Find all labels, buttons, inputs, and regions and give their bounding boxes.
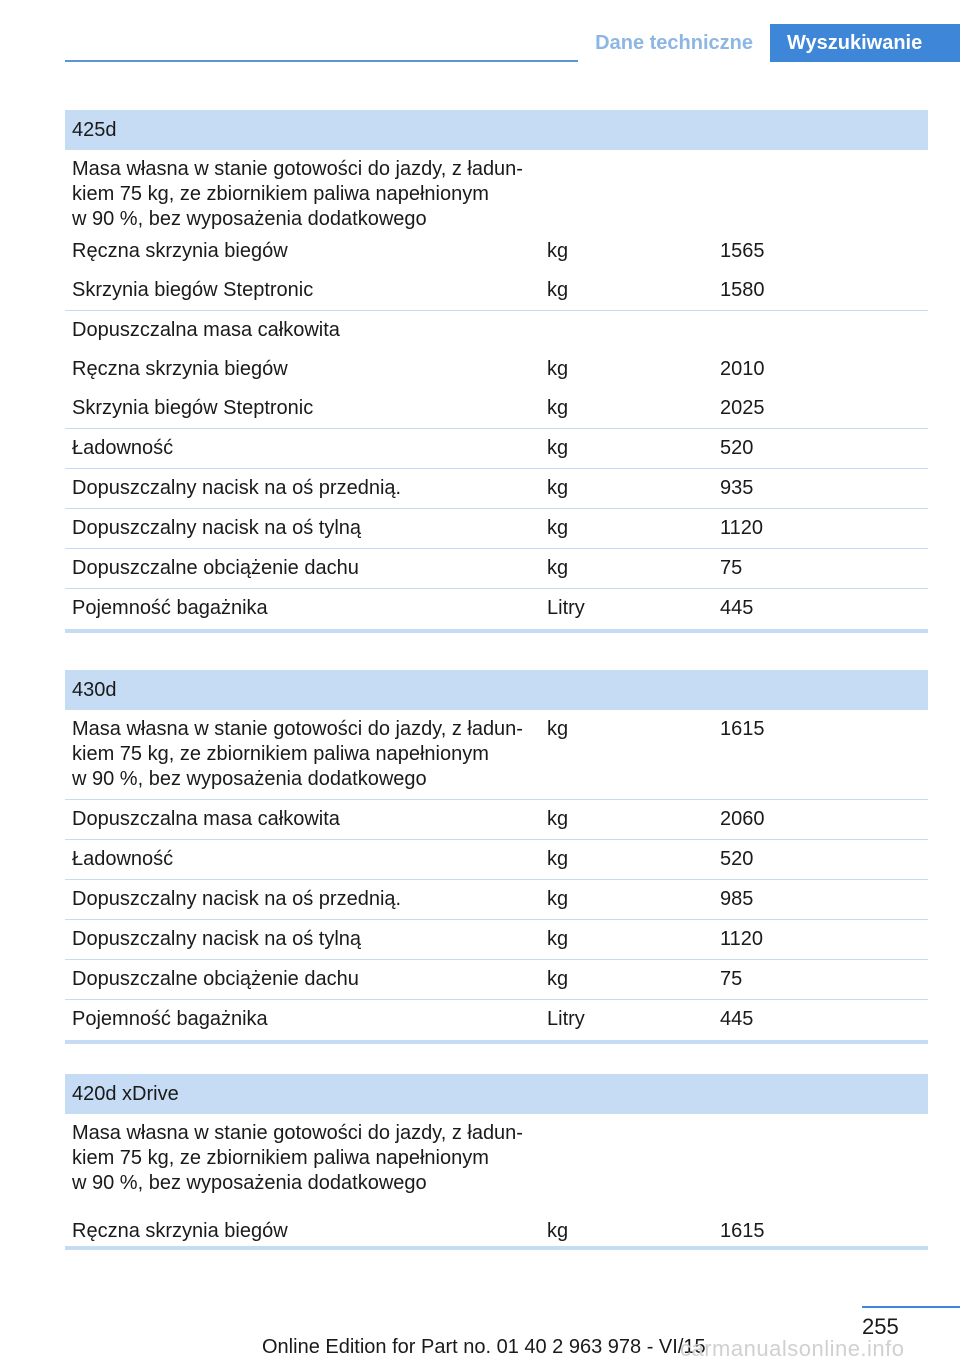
table-row	[65, 429, 928, 469]
row-label: Dopuszczalna masa całkowita	[72, 808, 340, 830]
row-value: 520	[720, 848, 754, 870]
row-value	[713, 157, 928, 232]
table-row	[65, 1114, 928, 1212]
row-value: 2010	[720, 358, 765, 380]
row-label: Ładowność	[72, 848, 174, 870]
table-row	[65, 920, 928, 960]
row-value: 1120	[720, 928, 764, 950]
table-row	[65, 389, 928, 429]
row-unit: kg	[547, 808, 569, 830]
table-row	[65, 311, 928, 350]
table-row	[65, 880, 928, 920]
spec-table-430d	[65, 670, 928, 1044]
row-label: Skrzynia biegów Steptronic	[72, 279, 314, 301]
table-row	[65, 840, 928, 880]
row-label: Masa własna w stanie gotowości do jazdy, z ładun- kiem 75 kg, ze zbiornikiem paliwa napełnionym w 90 %, bez wyposażenia dodatkowego	[72, 1122, 523, 1194]
row-value: 1565	[720, 240, 765, 262]
row-value	[713, 1121, 928, 1212]
row-unit: Litry	[547, 1008, 585, 1030]
table-title: 425d	[65, 110, 928, 150]
row-unit: kg	[547, 888, 569, 910]
row-label: Ładowność	[72, 437, 174, 459]
row-label: Dopuszczalny nacisk na oś tylną	[72, 517, 362, 539]
table-bottom-rule	[65, 1040, 928, 1044]
row-value: 75	[720, 557, 743, 579]
row-value: 1615	[720, 1220, 765, 1242]
row-value: 520	[720, 437, 754, 459]
row-unit: kg	[547, 279, 569, 301]
row-label: Ręczna skrzynia biegów	[72, 240, 288, 262]
row-unit: kg	[547, 968, 569, 990]
row-label: Dopuszczalny nacisk na oś przednią.	[72, 888, 402, 910]
watermark: carmanualsonline.info	[680, 1336, 905, 1361]
row-value: 935	[720, 477, 754, 499]
table-row	[65, 710, 928, 800]
table-bottom-rule	[65, 1246, 928, 1250]
row-label: Dopuszczalna masa całkowita	[72, 319, 340, 341]
row-unit: kg	[547, 1220, 569, 1242]
row-unit: kg	[547, 848, 569, 870]
table-bottom-rule	[65, 629, 928, 633]
row-value: 75	[720, 968, 743, 990]
table-row	[65, 549, 928, 589]
header-nav	[578, 24, 960, 62]
table-row	[65, 800, 928, 840]
table-row	[65, 960, 928, 1000]
row-value: 1120	[720, 517, 764, 539]
table-row	[65, 232, 928, 271]
row-unit: kg	[547, 477, 569, 499]
row-unit: kg	[547, 517, 569, 539]
row-label: Dopuszczalne obciążenie dachu	[72, 968, 359, 990]
row-unit: kg	[547, 718, 569, 740]
row-unit: kg	[547, 437, 569, 459]
row-value: 2025	[720, 397, 765, 419]
nav-section-link[interactable]: Dane techniczne	[578, 24, 770, 62]
row-label: Dopuszczalny nacisk na oś tylną	[72, 928, 362, 950]
row-label: Ręczna skrzynia biegów	[72, 1220, 288, 1242]
row-label: Pojemność bagażnika	[72, 1008, 268, 1030]
row-label: Masa własna w stanie gotowości do jazdy, z ładun- kiem 75 kg, ze zbiornikiem paliwa napełnionym w 90 %, bez wyposażenia dodatkowego	[72, 718, 523, 790]
row-label: Ręczna skrzynia biegów	[72, 358, 288, 380]
row-label: Masa własna w stanie gotowości do jazdy, z ładun- kiem 75 kg, ze zbiornikiem paliwa napełnionym w 90 %, bez wyposażenia dodatkowego	[72, 158, 523, 230]
row-value: 2060	[720, 808, 765, 830]
row-value: 445	[720, 1008, 754, 1030]
table-row	[65, 150, 928, 232]
table-title: 420d xDrive	[65, 1074, 928, 1114]
nav-search-tab[interactable]: Wyszukiwanie	[770, 24, 960, 62]
row-label: Pojemność bagażnika	[72, 597, 268, 619]
table-row	[65, 350, 928, 389]
row-unit: kg	[547, 240, 569, 262]
table-title: 430d	[65, 670, 928, 710]
table-row	[65, 509, 928, 549]
row-value: 1580	[720, 279, 765, 301]
row-unit: kg	[547, 928, 569, 950]
table-row	[65, 271, 928, 311]
row-unit	[540, 318, 713, 350]
row-value: 1615	[720, 718, 765, 740]
row-unit: Litry	[547, 597, 585, 619]
table-row	[65, 469, 928, 509]
row-label: Dopuszczalny nacisk na oś przednią.	[72, 477, 402, 499]
table-row	[65, 1212, 928, 1246]
table-row	[65, 589, 928, 629]
row-label: Dopuszczalne obciążenie dachu	[72, 557, 359, 579]
row-label: Skrzynia biegów Steptronic	[72, 397, 314, 419]
row-value: 985	[720, 888, 754, 910]
row-unit	[540, 157, 713, 232]
spec-table-420d-xdrive	[65, 1074, 928, 1250]
row-unit: kg	[547, 557, 569, 579]
spec-table-425d	[65, 110, 928, 633]
row-unit: kg	[547, 397, 569, 419]
row-value	[713, 318, 928, 350]
page-number: 255	[862, 1314, 899, 1339]
table-row	[65, 1000, 928, 1040]
row-unit: kg	[547, 358, 569, 380]
edition-text: Online Edition for Part no. 01 40 2 963 978 - VI/15	[262, 1336, 706, 1358]
row-unit	[540, 1121, 713, 1212]
row-value: 445	[720, 597, 754, 619]
page-number-rule	[862, 1306, 960, 1308]
